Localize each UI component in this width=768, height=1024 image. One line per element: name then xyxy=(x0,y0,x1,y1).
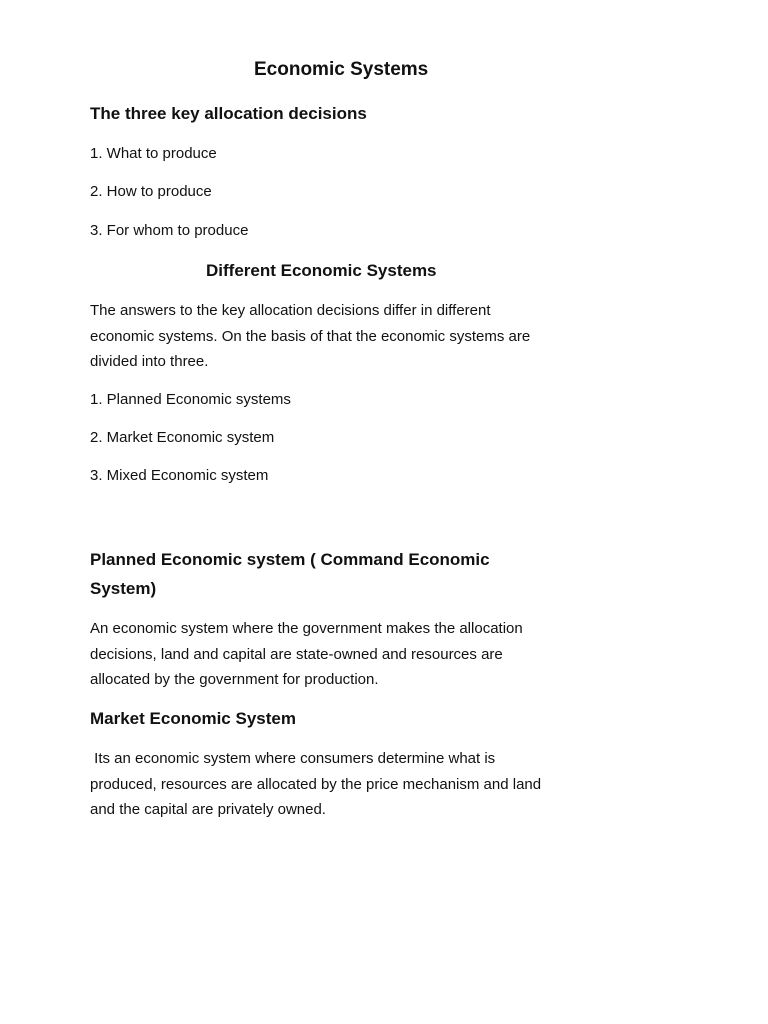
paragraph-intro: The answers to the key allocation decisions differ in different economic systems. On the basis of that the economic systems are divided into three. xyxy=(90,302,531,370)
section-heading-planned-system: Planned Economic system ( Command Economic System) xyxy=(90,550,490,598)
list-item: 2. How to produce xyxy=(90,183,212,200)
list-item: 1. Planned Economic systems xyxy=(90,391,291,408)
list-item: 1. What to produce xyxy=(90,145,217,162)
section-heading-allocation-decisions: The three key allocation decisions xyxy=(90,104,367,123)
section-heading-different-systems: Different Economic Systems xyxy=(206,261,437,280)
paragraph-market-system: Its an economic system where consumers determine what is produced, resources are allocated by the price mechanism and land and the capital are privately owned. xyxy=(90,750,546,818)
paragraph-planned-system: An economic system where the government makes the allocation decisions, land and capital are state-owned and resources are allocated by the government for production. xyxy=(90,620,523,688)
document-title: Economic Systems xyxy=(254,59,429,80)
list-item: 3. Mixed Economic system xyxy=(90,467,269,484)
list-item: 3. For whom to produce xyxy=(90,222,249,239)
section-heading-market-system: Market Economic System xyxy=(90,709,296,728)
list-item: 2. Market Economic system xyxy=(90,429,275,446)
